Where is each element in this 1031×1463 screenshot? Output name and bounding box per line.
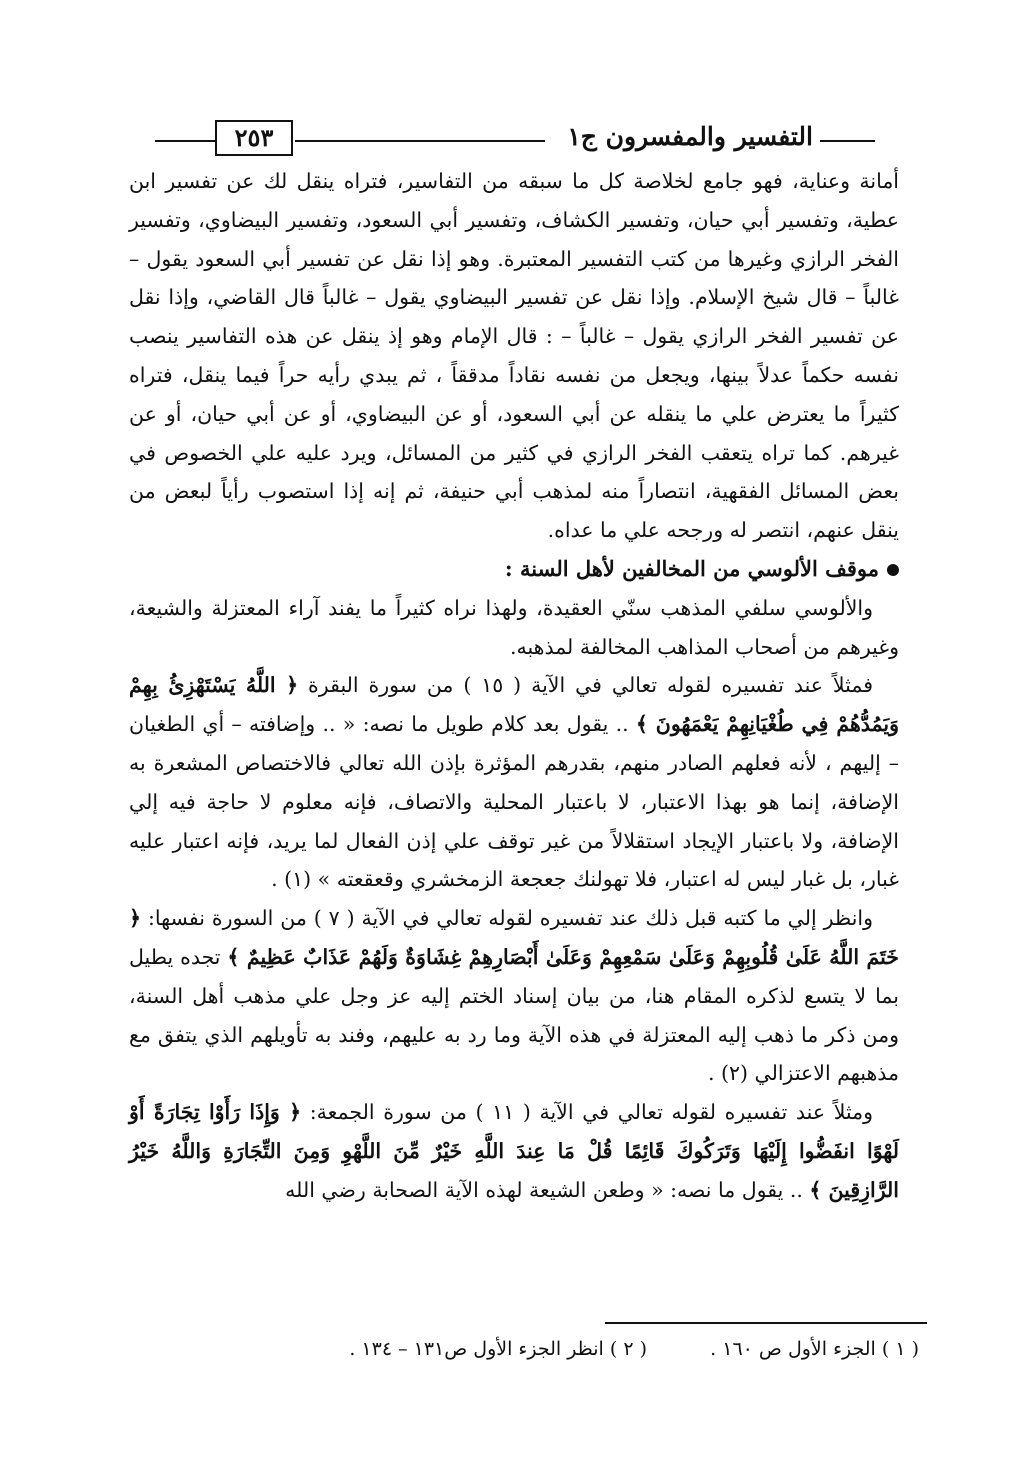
- quran-verse-1: ﴿ اللَّهُ يَسْتَهْزِئُ بِهِمْ وَيَمُدُّهُمْ فِي طُغْيَانِهِمْ يَعْمَهُونَ ﴾: [129, 673, 900, 737]
- running-header: [155, 120, 875, 160]
- header-rule-left: [155, 140, 217, 142]
- paragraph-1: أمانة وعناية، فهو جامع لخلاصة كل ما سبقه من التفاسير، فتراه ينقل لك عن تفسير ابن عطية، وتفسير أبي حيان، وتفسير الكشاف، وتفسير أبي السعود، وتفسير البيضاوي، وتفسير الفخر الرازي وغيرها من كتب التفسير المعتبرة. وهو إذا نقل عن تفسير أبي السعود يقول – غالباً – قال شيخ الإسلام. وإذا نقل عن تفسير البيضاوي يقول – غالباً قال القاضي، وإذا نقل عن تفسير الفخر الرازي يقول – غالباً – : قال الإمام وهو إذ ينقل عن هذه التفاسير ينصب نفسه حكماً عدلاً بينها، ويجعل من نفسه نقاداً مدققاً ، ثم يبدي رأيه حراً فيما ينقل، فتراه كثيراً ما يعترض علي ما ينقله عن أبي السعود، أو عن البيضاوي، أو عن أبي حيان، أو عن غيرهم. كما تراه يتعقب الفخر الرازي في كثير من المسائل، ويرد عليه علي الخصوص في بعض المسائل الفقهية، انتصاراً منه لمذهب أبي حنيفة، ثم إنه إذا استصوب رأياً لبعض من ينقل عنهم، انتصر له ورجحه علي ما عداه.: [129, 169, 899, 543]
- page-number: ٢٥٣: [215, 120, 293, 156]
- section-heading: [129, 550, 899, 589]
- footnote-1: ( ١ ) الجزء الأول ص ١٦٠ .: [710, 1338, 919, 1360]
- paragraph-5-intro: ومثلاً عند تفسيره لقوله تعالي في الآية ( ١١ ) من سورة الجمعة:: [301, 1100, 873, 1125]
- paragraph-4: [129, 899, 899, 1093]
- paragraph-3-intro: فمثلاً عند تفسيره لقوله تعالي في الآية ( ١٥ ) من سورة البقرة: [298, 673, 873, 698]
- header-rule-right: [820, 140, 875, 142]
- paragraph-2: والألوسي سلفي المذهب سنّي العقيدة، ولهذا نراه كثيراً ما يفند آراء المعتزلة والشيعة، وغيرهم من أصحاب المذاهب المخالفة لمذهبه.: [129, 595, 899, 659]
- quran-verse-2: ﴿ خَتَمَ اللَّهُ عَلَىٰ قُلُوبِهِمْ وَعَلَىٰ سَمْعِهِمْ وَعَلَىٰ أَبْصَارِهِمْ غِشَاوَةٌ وَلَهُمْ عَذَابٌ عَظِيمٌ ﴾: [129, 906, 899, 969]
- footnote-separator: [605, 1322, 927, 1324]
- header-title: التفسير والمفسرون ج١: [567, 122, 813, 151]
- paragraph-3-rest: .. يقول بعد كلام طويل ما نصه: « .. وإضافته – أي الطغيان – إليهم ، لأنه فعلهم الصادر منهم، بقدرهم المؤثرة بإذن الله تعالي فالاختصاص المشعرة به الإضافة، إنما هو بهذا الاعتبار، لا باعتبار المحلية والاتصاف، فإنه معلوم لا حاجة فيه إلي الإضافة، ولا باعتبار الإيجاد استقلالاً من غير توقف علي إذن الفعال لما يريد، فإنه اعتبار عليه غبار، بل غبار ليس له اعتبار، فلا تهولنك جعجعة الزمخشري وقعقعته » (١) .: [129, 712, 899, 892]
- bullet-icon: [887, 564, 899, 576]
- footnote-2: ( ٢ ) انظر الجزء الأول ص١٣١ – ١٣٤ .: [349, 1338, 647, 1360]
- paragraph-3: [129, 666, 899, 899]
- body-text: [129, 162, 899, 1210]
- paragraph-5-rest: .. يقول ما نصه: « وطعن الشيعة لهذه الآية الصحابة رضي الله: [285, 1177, 810, 1202]
- section-heading-text: موقف الألوسي من المخالفين لأهل السنة :: [504, 555, 879, 581]
- paragraph-4-rest: تجده يطيل بما لا يتسع لذكره المقام هنا، من بيان إسناد الختم إليه عز وجل علي مذهب أهل السنة، ومن ذكر ما ذهب إليه المعتزلة في هذه الآية وما رد به عليهم، وفند به تأويلهم الذي يتفق مع مذهبهم الاعتزالي (٢) .: [129, 944, 899, 1086]
- paragraph-5: [129, 1093, 899, 1209]
- header-rule-middle: [295, 140, 545, 142]
- quran-verse-3: ﴿ وَإِذَا رَأَوْا تِجَارَةً أَوْ لَهْوًا انفَضُّوا إِلَيْهَا وَتَرَكُوكَ قَائِمًا قُلْ مَا عِندَ اللَّهِ خَيْرٌ مِّنَ اللَّهْوِ وَمِنَ التِّجَارَةِ وَاللَّهُ خَيْرُ الرَّازِقِينَ ﴾: [129, 1100, 899, 1202]
- paragraph-4-intro: وانظر إلي ما كتبه قبل ذلك عند تفسيره لقوله تعالي في الآية ( ٧ ) من السورة نفسها:: [141, 906, 874, 931]
